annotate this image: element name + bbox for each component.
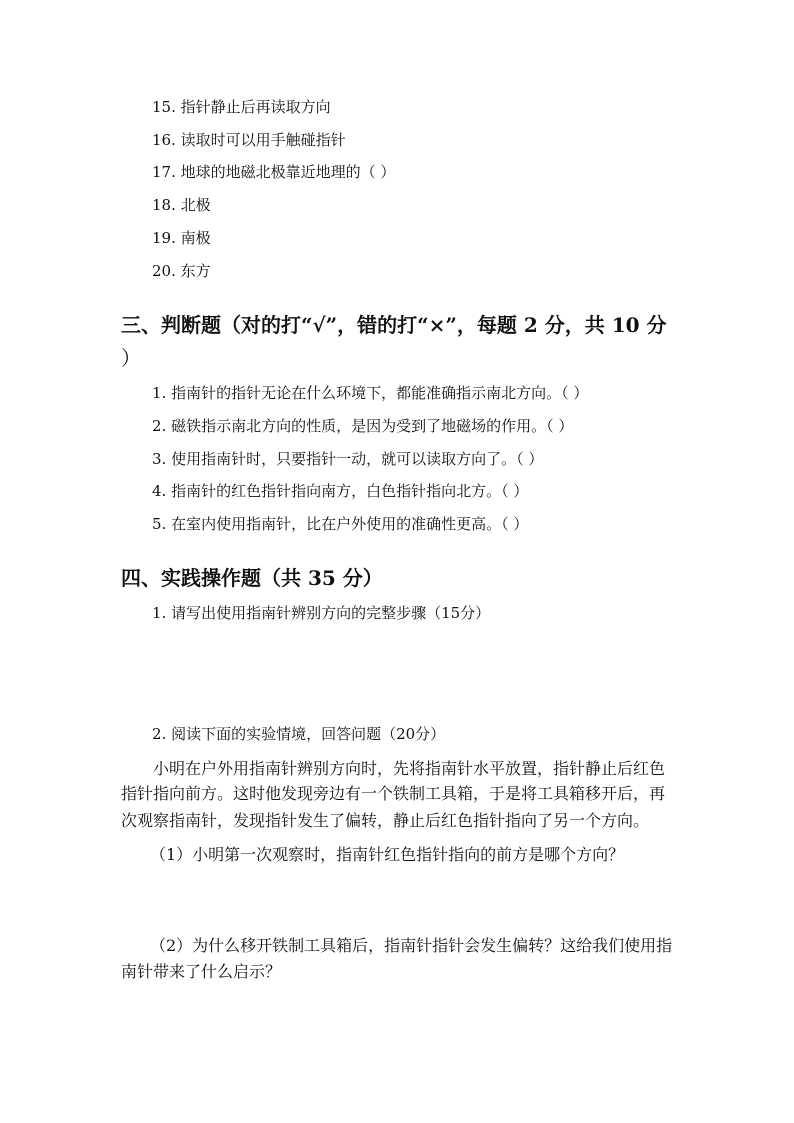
list-item: 15. 指针静止后再读取方向 bbox=[152, 98, 331, 116]
list-item: 17. 地球的地磁北极靠近地理的（ ） bbox=[152, 163, 396, 181]
true-false-item: 5. 在室内使用指南针，比在户外使用的准确性更高。（ ） bbox=[152, 515, 529, 533]
true-false-item: 2. 磁铁指示南北方向的性质，是因为受到了地磁场的作用。（ ） bbox=[152, 417, 574, 435]
sub-question-1: （1）小明第一次观察时，指南针红色指针指向的前方是哪个方向？ bbox=[150, 845, 625, 864]
practice-question-2: 2. 阅读下面的实验情境，回答问题（20分） bbox=[152, 725, 446, 743]
section-3-title-continuation: ） bbox=[121, 346, 141, 370]
sub-question-2: （2）为什么移开铁制工具箱后，指南针指针会发生偏转？这给我们使用指 bbox=[150, 936, 673, 955]
list-item: 19. 南极 bbox=[152, 229, 211, 247]
true-false-item: 4. 指南针的红色指针指向南方，白色指针指向北方。（ ） bbox=[152, 482, 529, 500]
practice-question-1: 1. 请写出使用指南针辨别方向的完整步骤（15分） bbox=[152, 604, 491, 622]
list-item: 16. 读取时可以用手触碰指针 bbox=[152, 131, 346, 149]
section-3-title: 三、判断题（对的打“√”，错的打“×”，每题 2 分，共 10 分 bbox=[121, 313, 667, 337]
list-item: 20. 东方 bbox=[152, 262, 211, 280]
scenario-line: 指针指向前方。这时他发现旁边有一个铁制工具箱，于是将工具箱移开后，再 bbox=[121, 784, 666, 803]
scenario-line: 次观察指南针，发现指针发生了偏转，静止后红色指针指向了另一个方向。 bbox=[121, 811, 650, 830]
scenario-line: 小明在户外用指南针辨别方向时，先将指南针水平放置，指针静止后红色 bbox=[153, 759, 666, 778]
true-false-item: 3. 使用指南针时，只要指针一动，就可以读取方向了。（ ） bbox=[152, 450, 544, 468]
list-item: 18. 北极 bbox=[152, 196, 211, 214]
sub-question-2-continuation: 南针带来了什么启示？ bbox=[121, 962, 282, 981]
true-false-item: 1. 指南针的指针无论在什么环境下，都能准确指示南北方向。（ ） bbox=[152, 384, 589, 402]
section-4-title: 四、实践操作题（共 35 分） bbox=[121, 566, 383, 590]
